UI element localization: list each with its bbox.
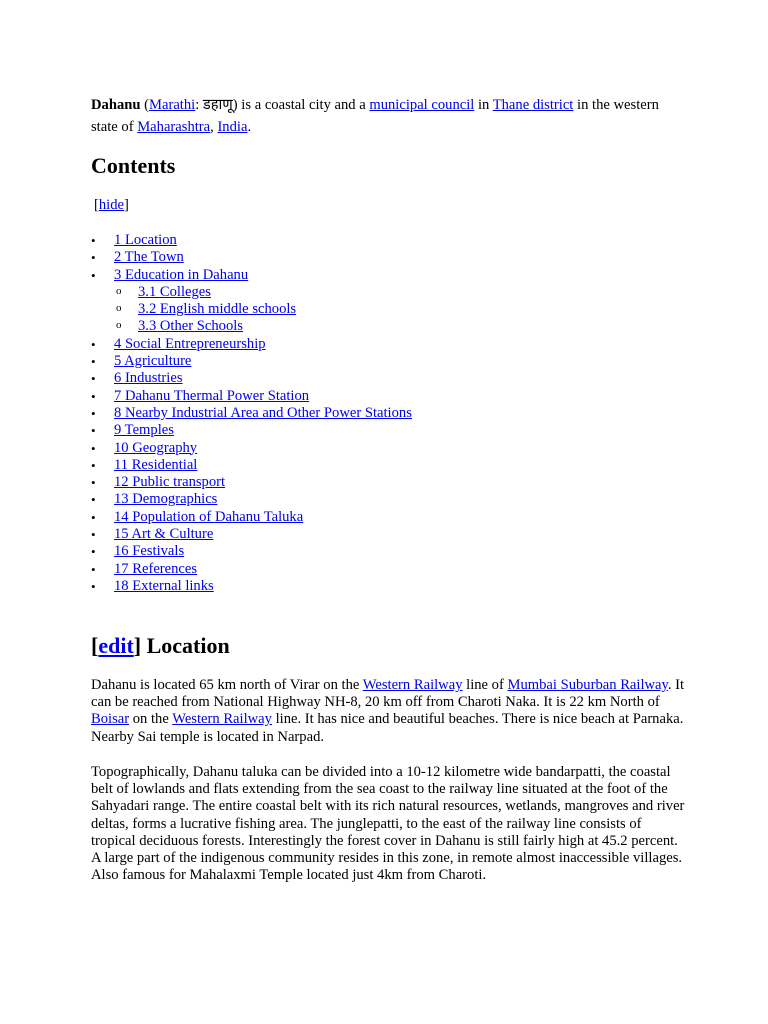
toc-item: [91, 370, 691, 387]
western-railway-link[interactable]: Western Railway: [362, 677, 463, 693]
toc-item: [91, 561, 691, 578]
toc-item: [91, 543, 691, 560]
location-heading: [edit] Location: [91, 633, 230, 658]
location-paragraph-1: Dahanu is located 65 km north of Virar on the Western Railway line of Mumbai Suburban Railway. It can be reached from National Highway NH-8, 20 km off from Charoti Naka. It is 22 km North of Boisar on the Western Railway line. It has nice and beautiful beaches. There is nice beach at Parnaka. Nearby Sai temple is located in Narpad.: [91, 677, 685, 745]
toc-link-colleges[interactable]: 3.1 Colleges: [138, 283, 211, 300]
toc-link-the-town[interactable]: 2 The Town: [114, 249, 184, 266]
toc-item: [91, 336, 691, 353]
toc-link-thermal-power-station[interactable]: 7 Dahanu Thermal Power Station: [114, 387, 310, 404]
toc-link-external-links[interactable]: 18 External links: [114, 577, 214, 594]
hide-link[interactable]: hide: [98, 197, 125, 213]
location-heading-text: Location: [141, 633, 230, 658]
location-paragraph-2: Topographically, Dahanu taluka can be divided into a 10-12 kilometre wide bandarpatti, the coastal belt of lowlands and flats extending from the sea coast to the railway line situated at the foot of the Sahyadari range. The entire coastal belt with its rich natural resources, wetlands, mangroves and river deltas, forms a lucrative fishing area. The junglepatti, to the east of the railway line consists of tropical deciduous forests. Interestingly the forest cover in Dahanu is still fairly high at 45.2 percent. A large part of the indigenous community resides in this zone, in remote almost inaccessible villages. Also famous for Mahalaxmi Temple located just 4km from Charoti.: [91, 764, 685, 884]
toc-link-social-entrepreneurship[interactable]: 4 Social Entrepreneurship: [114, 335, 266, 352]
toc-item: [91, 422, 691, 439]
toc-item: [91, 405, 691, 422]
toc-item: [91, 457, 691, 474]
toc-link-geography[interactable]: 10 Geography: [114, 439, 198, 456]
toc-link-festivals[interactable]: 16 Festivals: [114, 543, 185, 560]
toc-link-agriculture[interactable]: 5 Agriculture: [114, 353, 192, 370]
toc-link-temples[interactable]: 9 Temples: [114, 422, 174, 439]
municipal-council-link[interactable]: municipal council: [369, 97, 475, 113]
toc-item: [91, 474, 691, 491]
toc-item: [91, 440, 691, 457]
toc-item: [91, 509, 691, 526]
toc-item: [91, 388, 691, 405]
toc-link-references[interactable]: 17 References: [114, 560, 198, 577]
toc-item: [91, 249, 691, 266]
toc-link-population[interactable]: 14 Population of Dahanu Taluka: [114, 508, 304, 525]
toc-link-demographics[interactable]: 13 Demographics: [114, 491, 218, 508]
toc-subitem: [91, 301, 691, 318]
native-name: डहाणू: [202, 97, 233, 113]
western-railway-link-2[interactable]: Western Railway: [172, 711, 272, 728]
toc-link-art-culture[interactable]: 15 Art & Culture: [114, 526, 214, 543]
maharashtra-link[interactable]: Maharashtra: [137, 119, 211, 135]
toc-item: [91, 267, 691, 284]
toc-link-education[interactable]: 3 Education in Dahanu: [114, 266, 249, 283]
contents-heading: Contents: [91, 153, 176, 178]
toc-item: [91, 232, 691, 249]
toc-link-public-transport[interactable]: 12 Public transport: [114, 474, 226, 491]
toc-link-other-schools[interactable]: 3.3 Other Schools: [138, 318, 243, 335]
toc-link-english-middle-schools[interactable]: 3.2 English middle schools: [138, 301, 297, 318]
table-of-contents: [91, 232, 691, 595]
toc-item: [91, 578, 691, 595]
toc-subitem: [91, 318, 691, 335]
boisar-link[interactable]: Boisar: [91, 711, 130, 728]
toc-item: [91, 353, 691, 370]
thane-district-link[interactable]: Thane district: [492, 97, 574, 113]
toc-hide-toggle: [hide]: [94, 197, 129, 213]
toc-link-location[interactable]: 1 Location: [114, 232, 177, 248]
edit-location-link[interactable]: edit: [98, 633, 134, 658]
toc-item: [91, 491, 691, 508]
toc-link-industries[interactable]: 6 Industries: [114, 370, 183, 387]
marathi-link[interactable]: Marathi: [149, 97, 196, 113]
toc-item: [91, 526, 691, 543]
toc-link-nearby-industrial-area[interactable]: 8 Nearby Industrial Area and Other Power Stations: [114, 404, 412, 421]
india-link[interactable]: India: [217, 119, 248, 135]
toc-subitem: [91, 284, 691, 301]
toc-link-residential[interactable]: 11 Residential: [114, 456, 198, 473]
mumbai-suburban-railway-link[interactable]: Mumbai Suburban Railway: [507, 677, 668, 693]
intro-paragraph: Dahanu (Marathi: डहाणू) is a coastal city and a municipal council in Thane district in the western state of Maharashtra, India.: [91, 97, 659, 135]
article-subject: Dahanu: [91, 97, 141, 113]
